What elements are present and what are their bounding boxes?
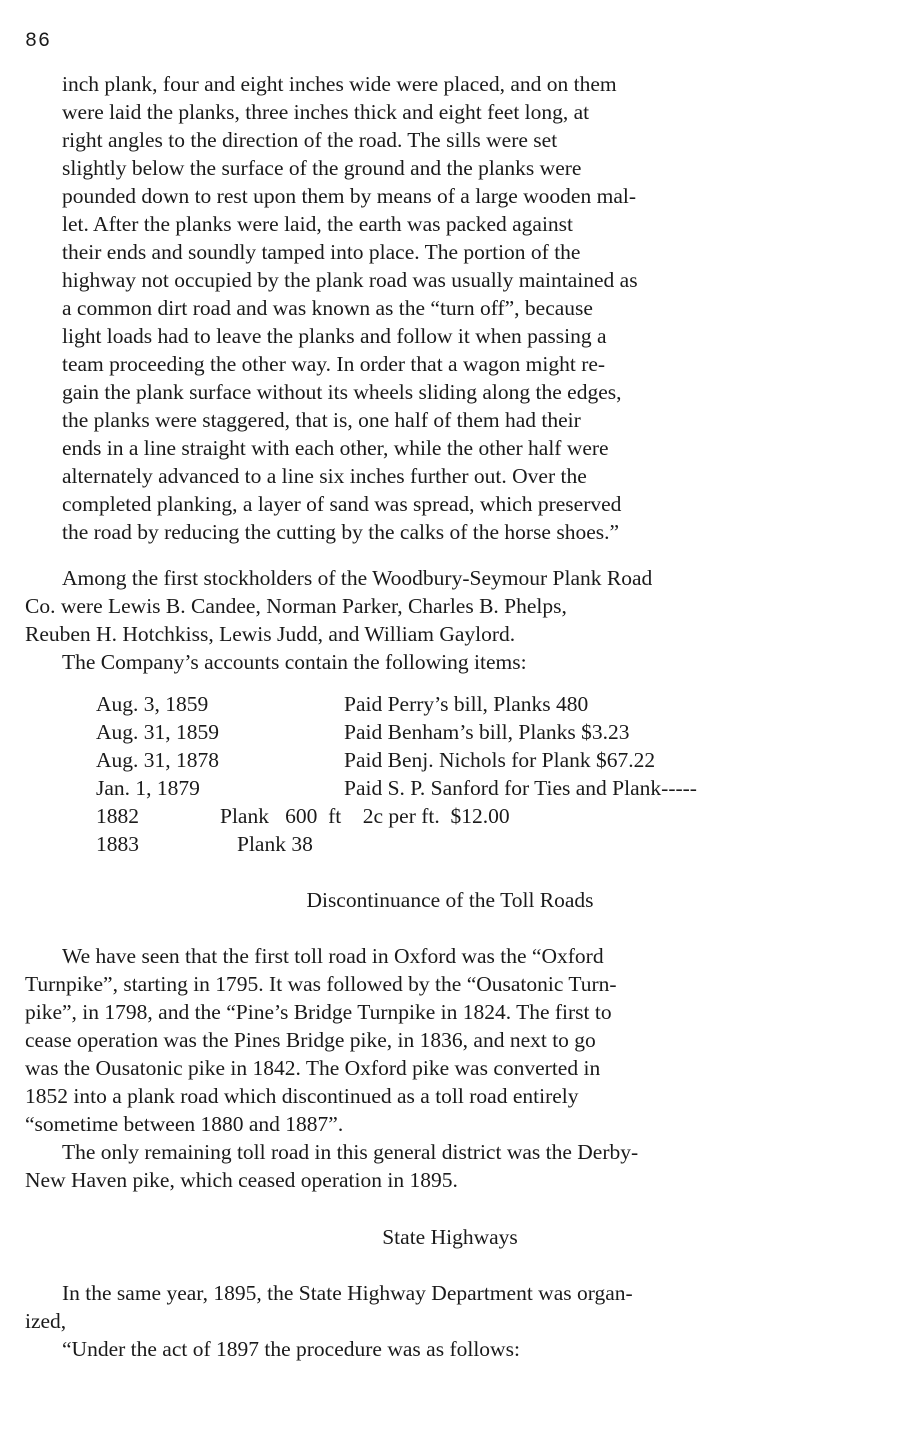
text-line: a common dirt road and was known as the “turn off”, because [62, 296, 593, 320]
text-line: Reuben H. Hotchkiss, Lewis Judd, and William Gaylord. [25, 622, 516, 646]
text-line: gain the plank surface without its wheels sliding along the edges, [62, 380, 622, 404]
text-line: Co. were Lewis B. Candee, Norman Parker, Charles B. Phelps, [25, 594, 567, 618]
text-line: the planks were staggered, that is, one half of them had their [62, 408, 581, 432]
text-line: was the Ousatonic pike in 1842. The Oxford pike was converted in [25, 1056, 601, 1080]
text-line: their ends and soundly tamped into place. The portion of the [62, 240, 581, 264]
text-line: Turnpike”, starting in 1795. It was followed by the “Ousatonic Turn- [25, 972, 617, 996]
account-date: Aug. 31, 1859 [96, 720, 220, 744]
text-line: highway not occupied by the plank road was usually maintained as [62, 268, 638, 292]
text-line: light loads had to leave the planks and follow it when passing a [62, 324, 607, 348]
text-line: alternately advanced to a line six inches further out. Over the [62, 464, 587, 488]
account-description: Paid Benj. Nichols for Plank $67.22 [344, 748, 656, 772]
account-date: Aug. 31, 1878 [96, 748, 220, 772]
account-description: Plank 600 ft 2c per ft. $12.00 [220, 804, 510, 828]
account-date: Aug. 3, 1859 [96, 692, 209, 716]
section-heading-state-highways: State Highways [382, 1225, 518, 1249]
text-line: let. After the planks were laid, the earth was packed against [62, 212, 574, 236]
text-line: New Haven pike, which ceased operation in 1895. [25, 1168, 458, 1192]
page-number: 86 [25, 30, 52, 53]
account-description: Plank 38 [237, 832, 313, 856]
text-line: slightly below the surface of the ground and the planks were [62, 156, 582, 180]
account-date: Jan. 1, 1879 [96, 776, 200, 800]
account-date: 1883 [96, 832, 139, 856]
text-line: “Under the act of 1897 the procedure was as follows: [62, 1337, 520, 1361]
account-description: Paid S. P. Sanford for Ties and Plank----- [344, 776, 697, 800]
text-line: The only remaining toll road in this general district was the Derby- [62, 1140, 639, 1164]
text-line: We have seen that the first toll road in Oxford was the “Oxford [62, 944, 604, 968]
text-line: In the same year, 1895, the State Highway Department was organ- [62, 1281, 633, 1305]
text-line: pounded down to rest upon them by means of a large wooden mal- [62, 184, 637, 208]
text-line: were laid the planks, three inches thick and eight feet long, at [62, 100, 590, 124]
text-line: ized, [25, 1309, 67, 1333]
text-line: ends in a line straight with each other, while the other half were [62, 436, 609, 460]
text-line: team proceeding the other way. In order that a wagon might re- [62, 352, 606, 376]
text-line: Among the first stockholders of the Woodbury-Seymour Plank Road [62, 566, 653, 590]
account-date: 1882 [96, 804, 139, 828]
text-line: cease operation was the Pines Bridge pike, in 1836, and next to go [25, 1028, 596, 1052]
text-line: The Company’s accounts contain the following items: [62, 650, 527, 674]
text-line: inch plank, four and eight inches wide were placed, and on them [62, 72, 617, 96]
account-description: Paid Benham’s bill, Planks $3.23 [344, 720, 630, 744]
text-line: pike”, in 1798, and the “Pine’s Bridge Turnpike in 1824. The first to [25, 1000, 612, 1024]
text-line: completed planking, a layer of sand was spread, which preserved [62, 492, 622, 516]
text-line: 1852 into a plank road which discontinued as a toll road entirely [25, 1084, 579, 1108]
account-description: Paid Perry’s bill, Planks 480 [344, 692, 589, 716]
text-line: the road by reducing the cutting by the calks of the horse shoes.” [62, 520, 620, 544]
text-line: right angles to the direction of the road. The sills were set [62, 128, 558, 152]
section-heading-discontinuance: Discontinuance of the Toll Roads [306, 888, 594, 912]
text-line: “sometime between 1880 and 1887”. [25, 1112, 344, 1136]
